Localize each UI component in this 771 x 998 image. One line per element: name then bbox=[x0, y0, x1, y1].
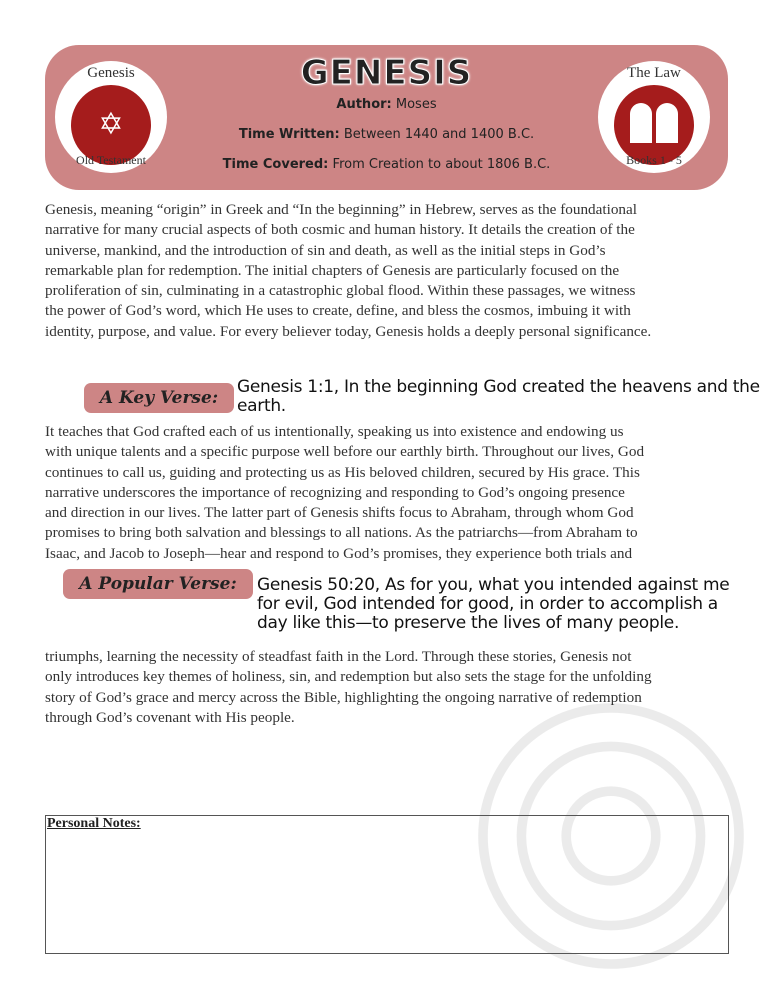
text-line: narrative for many crucial aspects of both cosmic and human history. It details the creation of the bbox=[45, 221, 635, 239]
the-law-badge bbox=[598, 61, 710, 173]
text-line: for evil, God intended for good, in order to accomplish a bbox=[257, 594, 718, 614]
page-title: GENESIS bbox=[300, 53, 473, 93]
time-covered-value: From Creation to about 1806 B.C. bbox=[332, 157, 551, 172]
personal-notes-box[interactable] bbox=[45, 815, 729, 954]
badge-top-label: Genesis bbox=[87, 65, 135, 81]
text-line: continues to call us, guiding and protecting us as His beloved children, secured by His grace. This bbox=[45, 463, 640, 481]
badge-top-label: The Law bbox=[627, 65, 681, 81]
text-line: through God’s covenant with His people. bbox=[45, 708, 295, 726]
time-covered-label: Time Covered: bbox=[222, 157, 329, 172]
text-line: proliferation of sin, culminating in a catastrophic global flood. Within these passages, we witness bbox=[45, 282, 636, 300]
header-banner bbox=[45, 45, 728, 190]
badge-bottom-label: Old Testament bbox=[76, 153, 146, 167]
author-value: Moses bbox=[395, 97, 437, 112]
text-line: with unique talents and a specific purpose well before our earthly birth. Throughout our lives, God bbox=[45, 443, 645, 461]
text-line: It teaches that God crafted each of us intentionally, speaking us into existence and endowing us bbox=[45, 423, 624, 440]
popular-verse-text bbox=[257, 576, 729, 633]
text-line: universe, mankind, and the introduction of sin and death, as well as the initial steps in God’s bbox=[45, 241, 606, 259]
text-line: Genesis, meaning “origin” in Greek and “In the beginning” in Hebrew, serves as the foundational bbox=[45, 201, 637, 218]
text-line: identity, purpose, and value. For every believer today, Genesis holds a deeply personal significance. bbox=[45, 322, 652, 340]
key-verse-label: A Key Verse: bbox=[84, 383, 234, 413]
star-of-david-icon: ✡ bbox=[71, 85, 151, 165]
text-line: day like this—to preserve the lives of many people. bbox=[257, 613, 680, 633]
text-line: earth. bbox=[237, 396, 286, 416]
old-testament-badge bbox=[55, 61, 167, 173]
badge-bottom-label: Books 1 - 5 bbox=[626, 153, 682, 167]
text-line: the power of God’s word, which He uses to create, define, and bless the cosmos, imbuing it with bbox=[45, 302, 631, 320]
text-line: Genesis 1:1, In the beginning God created the heavens and the bbox=[237, 377, 760, 397]
text-line: story of God’s grace and mercy across the Bible, highlighting the ongoing narrative of redemption bbox=[45, 688, 642, 706]
text-line: and direction in our lives. The latter part of Genesis shifts focus to Abraham, through whom God bbox=[45, 504, 634, 522]
text-line: promises to bring both salvation and blessings to all nations. As the patriarchs—from Abraham to bbox=[45, 524, 638, 542]
time-written-value: Between 1440 and 1400 B.C. bbox=[343, 127, 535, 142]
text-line: remarkable plan for redemption. The initial chapters of Genesis are particularly focused on the bbox=[45, 261, 620, 279]
intro-paragraph bbox=[45, 200, 651, 342]
text-line: only introduces key themes of holiness, sin, and redemption but also sets the stage for the unfolding bbox=[45, 668, 652, 686]
author-label: Author: bbox=[336, 97, 392, 112]
body-paragraph bbox=[45, 422, 644, 564]
closing-paragraph bbox=[45, 647, 652, 728]
text-line: triumphs, learning the necessity of steadfast faith in the Lord. Through these stories, Genesis not bbox=[45, 648, 632, 665]
key-verse-text bbox=[237, 378, 760, 416]
text-line: narrative underscores the importance of recognizing and responding to God’s ongoing presence bbox=[45, 483, 625, 501]
popular-verse-label: A Popular Verse: bbox=[63, 569, 253, 599]
text-line: Isaac, and Jacob to Joseph—hear and respond to God’s promises, they experience both trials and bbox=[45, 544, 633, 562]
time-written-label: Time Written: bbox=[238, 127, 340, 142]
personal-notes-label: Personal Notes: bbox=[47, 816, 141, 831]
text-line: Genesis 50:20, As for you, what you intended against me bbox=[257, 575, 730, 595]
